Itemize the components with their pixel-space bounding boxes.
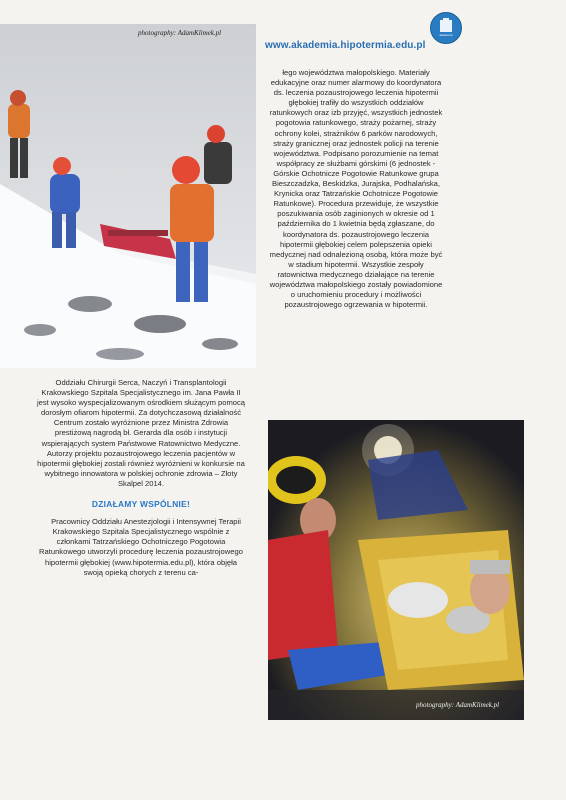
left-text-column: [36, 378, 246, 578]
right-column-paragraph: łego województwa małopolskiego. Materiały edukacyjne oraz numer alarmowy do koordynatora ds. leczenia pozaustrojowego leczenia hipotermii głębokiej trafiły do wszystkich oddziałów ratunkowych oraz izb przyjęć, wszystkich jednostek pogotowia ratunkowego, straży pożarnej, straży ochrony kolei, strażników 6 parków narodowych, straży granicznej oraz jednostek policji na terenie województwa. Podpisano porozumienie na temat współpracy ze służbami górskimi (6 jednostek - Górskie Ochotnicze Pogotowie Ratunkowe grupa Bieszczadzka, Beskidzka, Jurajska, Podhalańska, Krynicka oraz Tatrzańskie Ochotnicze Pogotowie Ratunkowe). Procedura przewiduje, że wszystkie poszukiwania osób zaginionych w okresie od 1 października do 1 kwietnia będą zgłaszane, do koordynatora ds. pozaustrojowego leczenia hipotermii głębokiej celem polepszenia opieki medycznej nad odnalezioną osobą, która może być w stadium hipotermii. Wszystkie zespoły ratownictwa medycznego działające na terenie województwa małopolskiego zostały powiadomione o uruchomieniu procedury i możliwości pozaustrojowego ogrzewania w hipotermii.: [269, 68, 443, 310]
left-column-paragraph-1: Oddziału Chirurgii Serca, Naczyń i Transplantologii Krakowskiego Szpitala Specjalistycznego im. Jana Pawła II jest wysoko wyspecjalizowanym ośrodkiem służącym pomocą dorosłym ofiarom hipotermii. Za dotychczasową działalność Centrum zostało wyróżnione przez Ministra Zdrowia prestiżową nagrodą bł. Gerarda dla osób i instytucji wspierających system Państwowe Ratownictwo Medyczne. Autorzy projektu pozaustrojowego leczenia pacjentów w hipotermii głębokiej zostali również wyróżnieni w konkursie na wybitnego innowatora w polskiej ochronie zdrowia – Złoty Skalpel 2014.: [36, 378, 246, 488]
logo-label: akademia: [439, 33, 453, 37]
night-rescue-illustration: [268, 420, 524, 720]
night-rescue-photo: [268, 420, 524, 720]
academy-logo-icon: [430, 12, 462, 44]
website-url[interactable]: www.akademia.hipotermia.edu.pl: [265, 40, 426, 51]
mountain-rescue-illustration: [0, 24, 256, 368]
top-photo-credit: photography: AdamKlimek.pl: [138, 29, 222, 37]
left-column-paragraph-2: Pracownicy Oddziału Anestezjologii i Intensywnej Terapii Krakowskiego Szpitala Specjalistycznego wspólnie z członkami Tatrzańskiego Ochotniczego Pogotowia Ratunkowego utworzyli procedurę leczenia pozaustrojowego hipotermii głębokiej (www.hipotermia.edu.pl), która objęła swoją opieką chorych z terenu ca-: [39, 517, 243, 577]
right-text-column: [268, 68, 444, 310]
bottom-photo-credit: photography: AdamKlimek.pl: [416, 701, 500, 709]
mountain-rescue-photo: [0, 24, 256, 368]
section-heading: DZIAŁAMY WSPÓLNIE!: [91, 499, 191, 510]
